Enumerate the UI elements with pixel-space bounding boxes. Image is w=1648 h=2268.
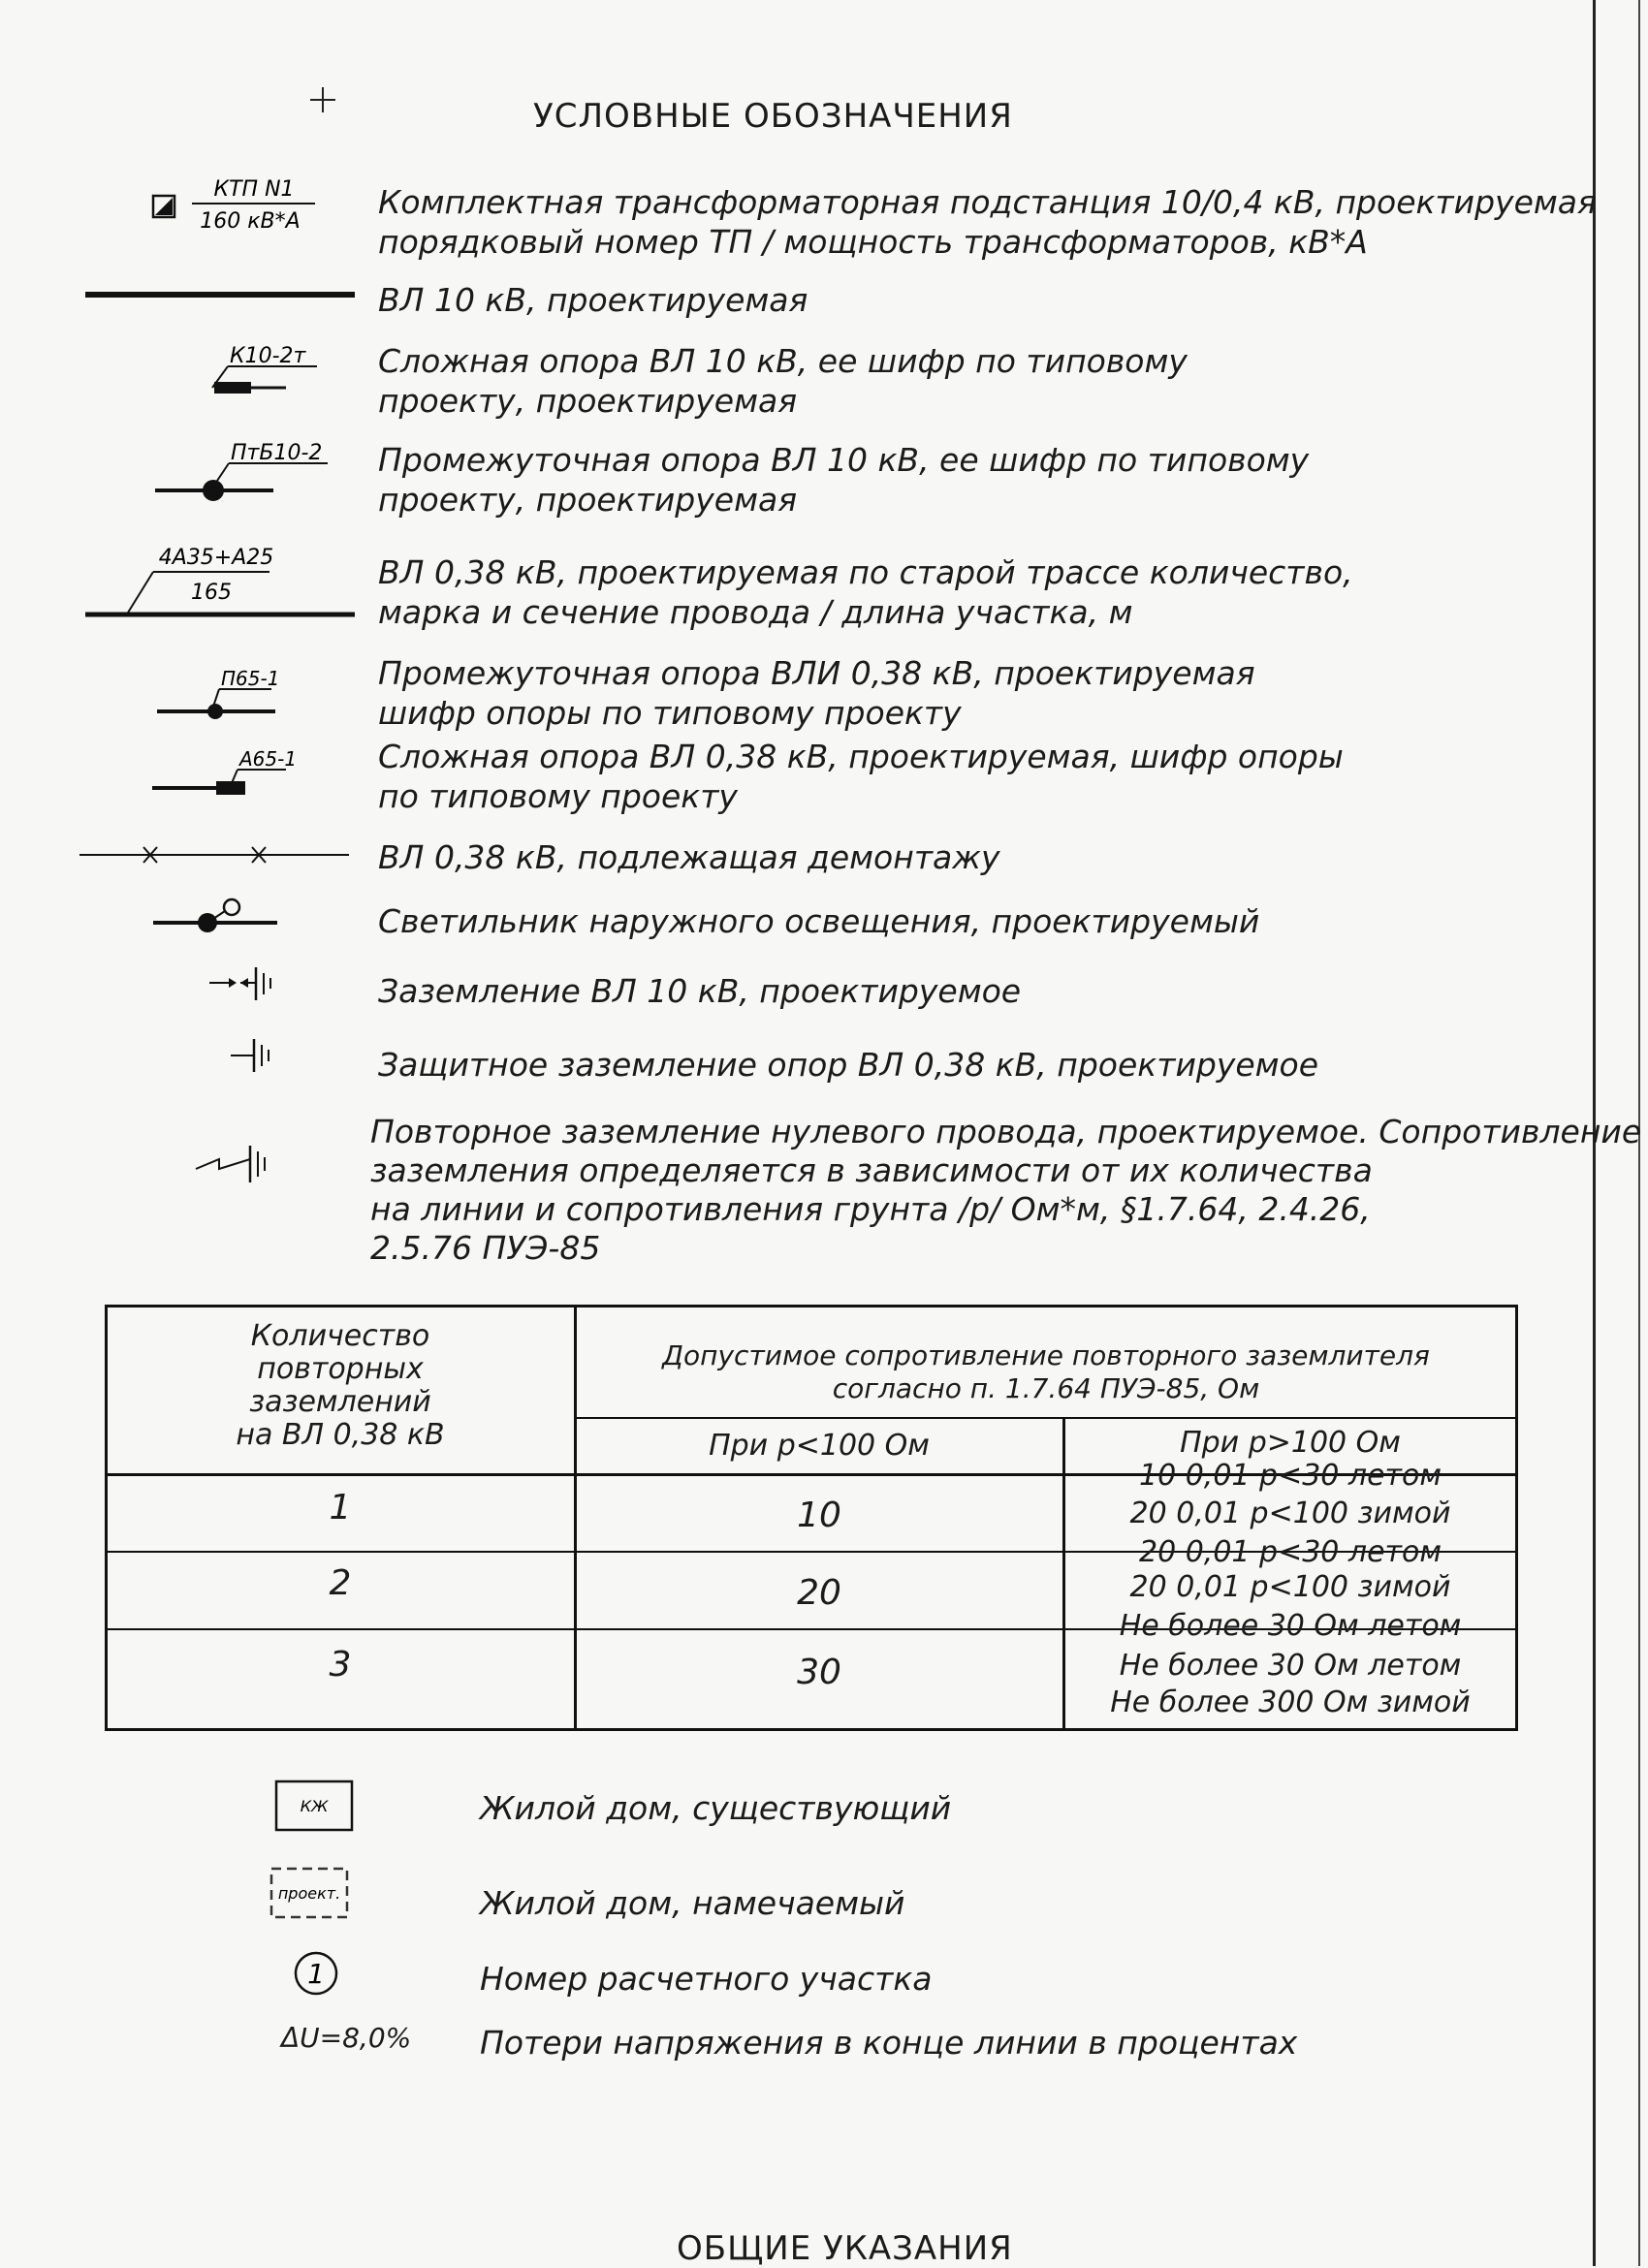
table-row-3-count: 3 <box>329 1645 352 1685</box>
legend-desc-intermediate-pole-vli038: Промежуточная опора ВЛИ 0,38 кВ, проектируемая шифр опоры по типовому проекту <box>378 654 1255 732</box>
substation-symbol <box>145 174 320 242</box>
legend-voltage-loss: Потери напряжения в конце линии в процентах <box>480 2024 1298 2062</box>
intermediate-pole-vli038-symbol <box>155 664 291 722</box>
voltage-loss-symbol: ΔU=8,0% <box>281 2022 412 2054</box>
complex-pole-vl10-symbol <box>208 339 325 407</box>
section-number-value: 1 <box>307 1958 325 1990</box>
legend-desc-complex-pole-vl038: Сложная опора ВЛ 0,38 кВ, проектируемая, шифр опоры по типовому проекту <box>378 738 1344 815</box>
legend-desc-grounding-vl10: Заземление ВЛ 10 кВ, проектируемое <box>378 972 1022 1010</box>
vl038-route-symbol <box>85 543 357 630</box>
legend-desc-vl038-route: ВЛ 0,38 кВ, проектируемая по старой трассе количество, марка и сечение провода / длина участка, м <box>378 553 1353 631</box>
vl038-wire-spec: 4А35+А25 <box>158 546 274 570</box>
planned-house-code: проект. <box>277 1884 341 1903</box>
street-light-symbol <box>151 896 297 944</box>
col-low-header: При р<100 Ом <box>709 1429 930 1463</box>
intermediate-pole-vli038-code: П65-1 <box>221 667 280 690</box>
complex-pole-vl038-code: А65-1 <box>239 747 298 771</box>
grounding-vl10-symbol <box>207 960 285 1008</box>
complex-pole-vl038-symbol <box>150 744 305 803</box>
table-row-3-low: 30 <box>797 1653 841 1692</box>
complex-pole-vl10-code: К10-2т <box>230 344 306 368</box>
table-row-3-high: Не более 30 Ом летом Не более 300 Ом зимой <box>1110 1649 1471 1719</box>
section-number-symbol <box>293 1950 341 1999</box>
legend-desc-substation: Комплектная трансформаторная подстанция 10/0,4 кВ, проектируемая порядковый номер ТП / мощность трансформаторов, кВ*А <box>378 183 1597 261</box>
legend-desc-intermediate-pole-vl10: Промежуточная опора ВЛ 10 кВ, ее шифр по типовому проекту, проектируемая <box>378 441 1310 519</box>
protective-grounding-symbol <box>229 1031 287 1080</box>
legend-desc-street-light: Светильник наружного освещения, проектируемый <box>378 902 1260 940</box>
vl038-section-length: 165 <box>191 581 232 605</box>
existing-house-code: КЖ <box>300 1797 329 1815</box>
legend-existing-house: Жилой дом, существующий <box>480 1789 952 1827</box>
repeated-grounding-symbol <box>194 1136 281 1194</box>
intermediate-pole-vl10-symbol <box>153 436 337 504</box>
legend-desc-complex-pole-vl10: Сложная опора ВЛ 10 кВ, ее шифр по типовому проекту, проектируемая <box>378 342 1188 420</box>
table-row-1-low: 10 <box>797 1496 841 1535</box>
table-row-1-high: 20 0,01 р<100 зимой 20 0,01 р<30 летом <box>1129 1496 1451 1569</box>
table-row-1-count: 1 <box>329 1488 352 1528</box>
legend-desc-protective-grounding: Защитное заземление опор ВЛ 0,38 кВ, проектируемое <box>378 1046 1319 1084</box>
section-title-general-notes: ОБЩИЕ УКАЗАНИЯ <box>677 2229 1013 2268</box>
legend-planned-house: Жилой дом, намечаемый <box>480 1884 905 1922</box>
table-row-2-high: 20 0,01 р<100 зимой Не более 30 Ом летом <box>1119 1570 1462 1643</box>
dismantle-line-symbol <box>79 841 351 870</box>
grounding-resistance-table <box>105 1305 1518 1731</box>
legend-desc-dismantle-line: ВЛ 0,38 кВ, подлежащая демонтажу <box>378 838 1000 876</box>
intermediate-pole-vl10-code: ПтБ10-2 <box>231 441 323 465</box>
legend-desc-repeated-grounding: Повторное заземление нулевого провода, проектируемое. Сопротивление заземления определяется в зависимости от их количества на линии и сопротивления грунта /р/ Ом*м, §1.7.64, 2.4.26, 2.5.76 ПУЭ-85 <box>370 1113 1642 1267</box>
crosshair-mark <box>308 85 337 114</box>
col-count-header: Количество повторных заземлений на ВЛ 0,38 кВ <box>236 1319 445 1452</box>
group-header: Допустимое сопротивление повторного заземлителя согласно п. 1.7.64 ПУЭ-85, Ом <box>662 1339 1430 1404</box>
substation-label-top: КТП N1 <box>213 177 295 202</box>
page-title: УСЛОВНЫЕ ОБОЗНАЧЕНИЯ <box>533 97 1013 136</box>
table-row-2-low: 20 <box>797 1573 841 1613</box>
table-row-2-count: 2 <box>329 1563 352 1603</box>
legend-desc-vl10: ВЛ 10 кВ, проектируемая <box>378 281 808 319</box>
existing-house-symbol <box>274 1780 356 1834</box>
col-high-header: При р>100 Ом 10 0,01 р<30 летом <box>1138 1426 1442 1493</box>
planned-house-symbol <box>269 1867 351 1921</box>
substation-label-bottom: 160 кВ*А <box>200 209 301 234</box>
vl10-line-symbol <box>85 287 357 306</box>
legend-section-number: Номер расчетного участка <box>480 1960 933 1998</box>
